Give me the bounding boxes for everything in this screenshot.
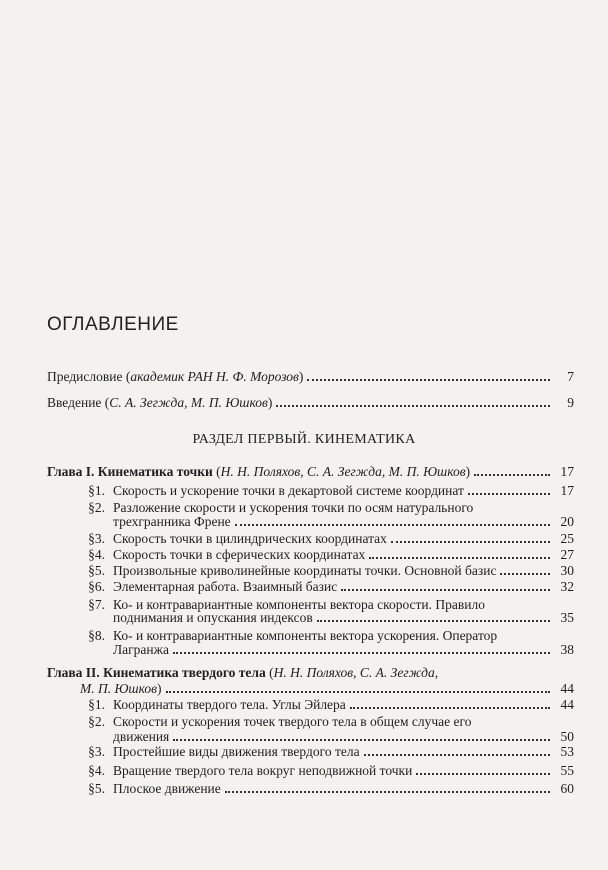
toc-entry-chapter-2-line2[interactable]: М. П. Юшков) 44 bbox=[80, 681, 574, 696]
dot-leader bbox=[225, 791, 550, 793]
page-number: 50 bbox=[560, 729, 574, 744]
section-number: §1. bbox=[88, 697, 105, 712]
toc-entry-section-line2[interactable] bbox=[113, 641, 574, 658]
entry-title: Введение (С. А. Зегжда, М. П. Юшков) bbox=[47, 395, 273, 410]
dot-leader bbox=[317, 620, 550, 622]
page-number: 17 bbox=[560, 464, 574, 479]
section-number: §8. bbox=[88, 628, 105, 643]
page-number: 60 bbox=[560, 781, 574, 796]
page-number: 35 bbox=[560, 610, 574, 625]
dot-leader bbox=[276, 405, 550, 407]
dot-leader bbox=[500, 573, 550, 575]
section-title: Скорость точки в цилиндрических координатах bbox=[113, 531, 387, 546]
page-number: 38 bbox=[560, 642, 574, 657]
dot-leader bbox=[341, 589, 550, 591]
toc-entry-chapter-2-line1[interactable]: Глава II. Кинематика твердого тела (Н. Н. Поляхов, С. А. Зегжда, bbox=[47, 665, 439, 680]
page-number: 55 bbox=[560, 763, 574, 778]
toc-entry-chapter-1[interactable] bbox=[47, 463, 574, 480]
dot-leader bbox=[474, 474, 550, 476]
section-number: §2. bbox=[88, 500, 105, 515]
entry-title: Предисловие (академик РАН Н. Ф. Морозов) bbox=[47, 369, 304, 384]
section-title: Скорость и ускорение точки в декартовой системе координат bbox=[113, 483, 464, 498]
dot-leader bbox=[166, 691, 550, 693]
section-title-cont: движения bbox=[113, 729, 170, 744]
dot-leader bbox=[173, 652, 550, 654]
toc-heading: ОГЛАВЛЕНИЕ bbox=[47, 314, 179, 335]
chapter-authors-cont: М. П. Юшков bbox=[80, 681, 158, 696]
toc-entry-section[interactable] bbox=[75, 546, 574, 563]
page-number: 25 bbox=[560, 531, 574, 546]
toc-entry-section[interactable] bbox=[75, 780, 574, 797]
section-title: Вращение твердого тела вокруг неподвижной точки bbox=[113, 763, 413, 778]
toc-entry-section[interactable] bbox=[75, 482, 574, 499]
toc-entry-section[interactable] bbox=[75, 743, 574, 760]
page-number: 9 bbox=[567, 395, 574, 410]
page-number: 7 bbox=[567, 369, 574, 384]
section-title-cont: поднимания и опускания индексов bbox=[113, 610, 313, 625]
section-title: Элементарная работа. Взаимный базис bbox=[113, 579, 338, 594]
section-title-cont: трехгранника Френе bbox=[113, 514, 231, 529]
chapter-title: Глава I. Кинематика точки (Н. Н. Поляхов, С. А. Зегжда, М. П. Юшков) bbox=[47, 464, 471, 479]
section-title: Скорость точки в сферических координатах bbox=[113, 547, 366, 562]
section-number: §3. bbox=[88, 744, 105, 759]
dot-leader bbox=[173, 739, 550, 741]
section-number: §3. bbox=[88, 531, 105, 546]
toc-entry-preface[interactable] bbox=[47, 368, 574, 385]
page-number: 27 bbox=[560, 547, 574, 562]
page-number: 53 bbox=[560, 744, 574, 759]
section-number: §1. bbox=[88, 483, 105, 498]
section-title: Координаты твердого тела. Углы Эйлера bbox=[113, 697, 346, 712]
toc-entry-section[interactable] bbox=[75, 578, 574, 595]
toc-entry-section[interactable] bbox=[75, 530, 574, 547]
toc-entry-introduction[interactable] bbox=[47, 394, 574, 411]
section-title: Ко- и контравариантные компоненты вектора ускорения. Оператор bbox=[113, 628, 498, 643]
section-number: §2. bbox=[88, 714, 105, 729]
page-number: 30 bbox=[560, 563, 574, 578]
toc-entry-section-line2[interactable] bbox=[113, 609, 574, 626]
section-number: §6. bbox=[88, 579, 105, 594]
page-number: 44 bbox=[560, 697, 574, 712]
toc-entry-section[interactable] bbox=[75, 762, 574, 779]
dot-leader bbox=[369, 557, 550, 559]
part-title: РАЗДЕЛ ПЕРВЫЙ. КИНЕМАТИКА bbox=[192, 432, 416, 447]
page-number: 44 bbox=[560, 681, 574, 696]
section-number: §7. bbox=[88, 597, 105, 612]
toc-entry-section[interactable] bbox=[75, 562, 574, 579]
section-number: §4. bbox=[88, 547, 105, 562]
section-title: Простейшие виды движения твердого тела bbox=[113, 744, 360, 759]
dot-leader bbox=[391, 541, 550, 543]
page-number: 32 bbox=[560, 579, 574, 594]
section-number: §5. bbox=[88, 781, 105, 796]
dot-leader bbox=[468, 493, 550, 495]
dot-leader bbox=[350, 707, 550, 709]
section-title: Плоское движение bbox=[113, 781, 221, 796]
dot-leader bbox=[235, 524, 550, 526]
section-number: §4. bbox=[88, 763, 105, 778]
dot-leader bbox=[364, 754, 550, 756]
toc-entry-section[interactable] bbox=[75, 696, 574, 713]
toc-entry-section-line2[interactable] bbox=[113, 513, 574, 530]
section-title: Скорости и ускорения точек твердого тела в общем случае его bbox=[113, 714, 472, 729]
section-title: Произвольные криволинейные координаты точки. Основной базис bbox=[113, 563, 497, 578]
section-title: Разложение скорости и ускорения точки по осям натурального bbox=[113, 500, 474, 515]
section-title-cont: Лагранжа bbox=[113, 642, 169, 657]
section-title: Ко- и контравариантные компоненты вектора скорости. Правило bbox=[113, 597, 485, 612]
page-number: 17 bbox=[560, 483, 574, 498]
page-number: 20 bbox=[560, 514, 574, 529]
dot-leader bbox=[307, 379, 550, 381]
dot-leader bbox=[416, 773, 550, 775]
section-number: §5. bbox=[88, 563, 105, 578]
chapter-authors: Н. Н. Поляхов, С. А. Зегжда, bbox=[273, 665, 439, 680]
chapter-title: Глава II. Кинематика твердого тела bbox=[47, 665, 266, 680]
